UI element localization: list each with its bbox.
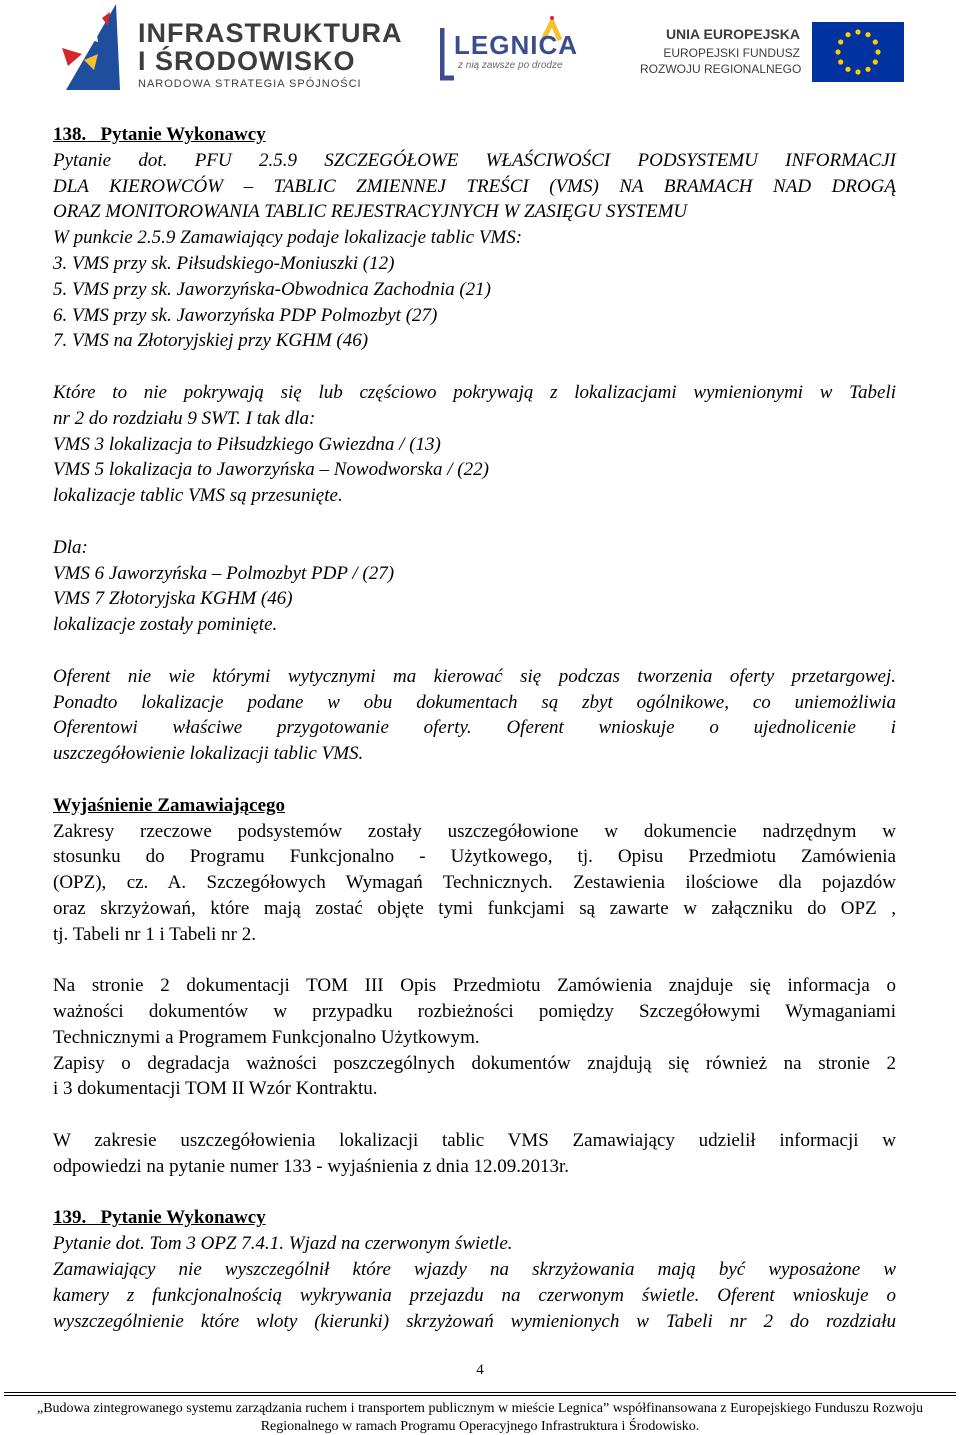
answer-line: Na stronie 2 dokumentacji TOM III Opis Przedmiotu Zamówienia znajduje się informacja o [53, 975, 896, 997]
q138-line: Ponadto lokalizacje podane w obu dokumentach są zbyt ogólnikowe, co uniemożliwia [53, 691, 896, 713]
document-body [53, 122, 896, 1334]
infrastruktura-logo [58, 4, 403, 90]
page-footer [0, 1400, 960, 1435]
legnica-tagline: z nią zawsze po drodze [458, 60, 563, 71]
answer-line: Technicznymi a Programem Funkcjonalno Użytkowym. [53, 1026, 480, 1048]
q138-line: VMS 5 lokalizacja to Jaworzyńska – Nowodworska / (22) [53, 459, 489, 481]
footer-divider [4, 1395, 956, 1396]
q138-line: DLA KIEROWCÓW – TABLIC ZMIENNEJ TREŚCI (VMS) NA BRAMACH NAD DROGĄ [53, 175, 896, 197]
infrastruktura-logo-line2: I ŚRODOWISKO [138, 46, 356, 76]
q138-line: Pytanie dot. PFU 2.5.9 SZCZEGÓŁOWE WŁAŚCIWOŚCI PODSYSTEMU INFORMACJI [53, 149, 896, 171]
infrastruktura-logo-line1: INFRASTRUKTURA [138, 18, 403, 48]
q138-line: ORAZ MONITOROWANIA TABLIC REJESTRACYJNYCH W ZASIĘGU SYSTEMU [53, 201, 688, 223]
q138-line: Oferentowi właściwe przygotowanie oferty. Oferent wnioskuje o ujednolicenie i [53, 717, 896, 739]
q138-line: VMS 6 Jaworzyńska – Polmozbyt PDP / (27) [53, 562, 395, 584]
q139-heading [53, 1205, 896, 1231]
q138-list-item: 7. VMS na Złotoryjskiej przy KGHM (46) [53, 330, 369, 352]
infrastruktura-logo-line3: NARODOWA STRATEGIA SPÓJNOŚCI [138, 78, 362, 90]
q138-list-item: 6. VMS przy sk. Jaworzyńska PDP Polmozbyt (27) [53, 304, 438, 326]
eu-flag-icon [812, 22, 904, 82]
footer-divider [4, 1392, 956, 1393]
answer-line: Zakresy rzeczowe podsystemów zostały uszczegółowione w dokumencie nadrzędnym w [53, 820, 896, 842]
legnica-logo [440, 16, 578, 86]
q139-number: 139. [53, 1207, 87, 1229]
eu-logo-line2: EUROPEJSKI FUNDUSZ [663, 46, 800, 60]
q138-line: lokalizacje tablic VMS są przesunięte. [53, 485, 343, 507]
q138-line: VMS 7 Złotoryjska KGHM (46) [53, 588, 293, 610]
answer-line: ważności dokumentów w przypadku rozbieżności pomiędzy Szczegółowymi Wymaganiami [53, 1001, 896, 1023]
answer-line: oraz skrzyżowań, które mają zostać objęte tymi funkcjami są zawarte w załączniku do OPZ , [53, 897, 896, 919]
answer-line: odpowiedzi na pytanie numer 133 - wyjaśnienia z dnia 12.09.2013r. [53, 1155, 570, 1177]
q138-list-item: 5. VMS przy sk. Jaworzyńska-Obwodnica Zachodnia (21) [53, 278, 492, 300]
eu-logo-line1: UNIA EUROPEJSKA [665, 26, 800, 42]
q139-line: kamery z funkcjonalnością wykrywania przejazdu na czerwonym świetle. Oferent wnioskuje o [53, 1284, 896, 1306]
q138-list-item: 3. VMS przy sk. Piłsudskiego-Moniuszki (12) [53, 252, 395, 274]
q138-line: nr 2 do rozdziału 9 SWT. I tak dla: [53, 407, 316, 429]
answer-line: tj. Tabeli nr 1 i Tabeli nr 2. [53, 923, 256, 945]
page-header [0, 0, 960, 100]
q138-line: VMS 3 lokalizacja to Piłsudzkiego Gwiezdna / (13) [53, 433, 441, 455]
q139-line: Zamawiający nie wyszczególnił które wjazdy na skrzyżowania mają być wyposażone w [53, 1259, 896, 1281]
answer-line: Zapisy o degradacja ważności poszczególnych dokumentów znajdują się również na stronie 2 [53, 1052, 896, 1074]
q138-line: uszczegółowienie lokalizacji tablic VMS. [53, 743, 364, 765]
footer-line1: „Budowa zintegrowanego systemu zarządzania ruchem i transportem publicznym w mieście Legnica” współfinansowana z Europejskiego Funduszu Rozwoju [36, 1401, 923, 1416]
q139-line: wyszczególnienie które wloty (kierunki) skrzyżowań wymienionych w Tabeli nr 2 do rozdziału [53, 1310, 896, 1332]
q139-line: Pytanie dot. Tom 3 OPZ 7.4.1. Wjazd na czerwonym świetle. [53, 1233, 513, 1255]
q138-line: Oferent nie wie którymi wytycznymi ma kierować się podczas tworzenia oferty przetargowej. [53, 665, 896, 687]
eu-logo-line3: ROZWOJU REGIONALNEGO [640, 62, 802, 76]
footer-line2: Regionalnego w ramach Programu Operacyjnego Infrastruktura i Środowisko. [260, 1419, 700, 1434]
answer-line: (OPZ), cz. A. Szczegółowych Wymagań Technicznych. Zestawienia ilościowe dla pojazdów [53, 872, 896, 894]
infrastruktura-emblem-icon [58, 4, 128, 90]
page-number: 4 [476, 1362, 484, 1378]
q139-title: Pytanie Wykonawcy [100, 1207, 266, 1229]
answer-line: i 3 dokumentacji TOM II Wzór Kontraktu. [53, 1078, 378, 1100]
q138-line: W punkcie 2.5.9 Zamawiający podaje lokalizacje tablic VMS: [53, 227, 523, 249]
q138-line: Które to nie pokrywają się lub częściowo pokrywają z lokalizacjami wymienionymi w Tabeli [53, 381, 896, 403]
q138-title: Pytanie Wykonawcy [100, 124, 266, 145]
eu-logo [640, 14, 910, 84]
answer-heading: Wyjaśnienie Zamawiającego [53, 794, 286, 816]
q138-line: Dla: [53, 536, 88, 558]
answer-line: stosunku do Programu Funkcjonalno - Użytkowego, tj. Opisu Przedmiotu Zamówienia [53, 846, 896, 868]
legnica-name: LEGNICA [454, 30, 578, 60]
q138-heading [53, 122, 896, 148]
answer-line: W zakresie uszczegółowienia lokalizacji tablic VMS Zamawiający udzielił informacji w [53, 1130, 896, 1152]
q138-number: 138. [53, 124, 87, 145]
q138-line: lokalizacje zostały pominięte. [53, 614, 278, 636]
